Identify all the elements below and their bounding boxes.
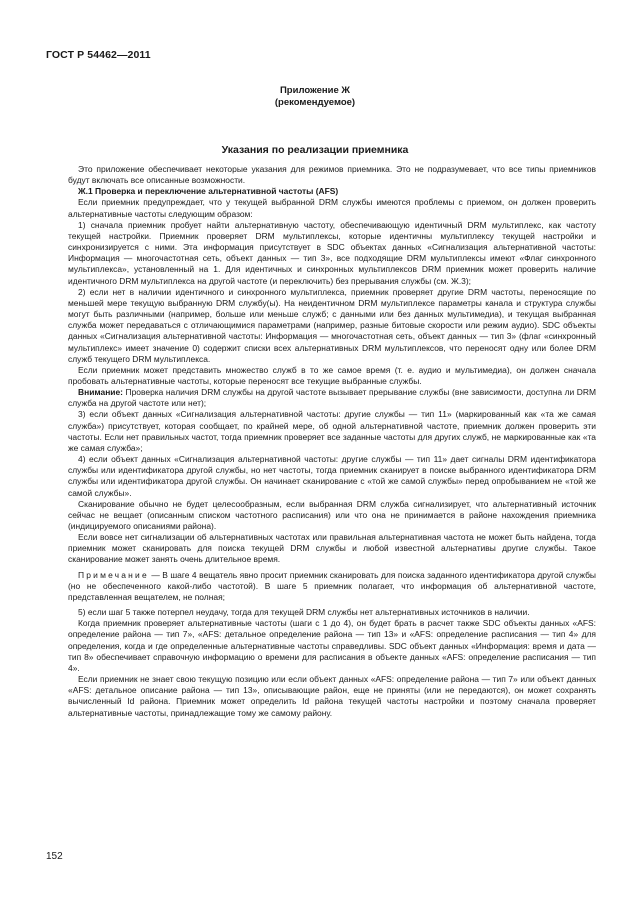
page-number: 152 — [46, 851, 63, 862]
paragraph: Когда приемник проверяет альтернативные частоты (шаги с 1 до 4), он будет брать в расчет также SDC объекты данных «AFS: определение района — тип 7», «AFS: детальное определение района — тип 13» и «AFS: определение расписания — тип 4» для определения, когда и где определенные альтернативные частоты справедливы. SDC объект данных «Информация: время и дата — тип 8» обеспечивает справочную информацию о времени для расписания в объекте данных «AFS: определение расписания — тип 4». — [68, 618, 596, 673]
note-paragraph — [68, 570, 596, 603]
subsection-heading: Ж.1 Проверка и переключение альтернативной частоты (AFS) — [78, 186, 339, 197]
paragraph: Если приемник предупреждает, что у текущей выбранной DRM службы имеются проблемы с приемом, он должен проверить альтернативные частоты следующим образом: — [68, 197, 596, 219]
body-text — [68, 164, 596, 719]
warning-label: Внимание: — [78, 387, 123, 398]
paragraph: 5) если шаг 5 также потерпел неудачу, тогда для текущей DRM службы нет альтернативных источников в наличии. — [78, 607, 530, 618]
paragraph: Если приемник не знает свою текущую позицию или если объект данных «AFS: определение района — тип 7» или объект данных «AFS: детальное описание района — тип 13», описывающие район, еще не приняты (или не передаются), он может сохранять вычисленный Id района. Приемник может определить Id района текущей частоты настройки и поэтому сначала проверяет альтернативные частоты, принадлежащие тому же самому району. — [68, 674, 596, 718]
appendix-status: (рекомендуемое) — [274, 97, 356, 108]
standard-number: ГОСТ Р 54462—2011 — [46, 49, 151, 61]
paragraph: 3) если объект данных «Сигнализация альтернативной частоты: другие службы — тип 11» (маркированный как «та же самая служба») присутствует, которая сообщает, по крайней мере, об одной альтернативной частоте, приемник должен проверить эти частоты. Если нет правильных частот, тогда приемник проверяет все заданные частоты для других служб, не маркированные как «та же самая служба»; — [68, 409, 596, 453]
paragraph: Если приемник может представить множество служб в то же самое время (т. е. аудио и мультимедиа), он должен сначала пробовать альтернативные частоты, которые переносят все текущие выбранные службы. — [68, 364, 596, 386]
warning-text: Проверка наличия DRM службы на другой частоте вызывает прерывание службы (вне зависимости, доступна ли DRM служба на другой частоте или нет); — [68, 387, 596, 409]
note-text: — В шаге 4 вещатель явно просит приемник сканировать для поиска заданного идентификатора другой службы (но не обеспеченного какой-либо частотой). В шаге 5 приемник полагает, что информация об альтернативной частоте, представленная вещателем, не полная; — [68, 569, 596, 602]
paragraph: Сканирование обычно не будет целесообразным, если выбранная DRM служба сигнализирует, что альтернативный источник сейчас не вещает (описанным списком частотного расписания) или что она не принимается в районе нахождения приемника (индицируемого описаниями района). — [68, 498, 596, 531]
note-label: Примечание — [78, 569, 149, 580]
paragraph: 2) если нет в наличии идентичного и синхронного мультиплекса, приемник проверяет другие DRM частоты, переносящие по меньшей мере текущую выбранную DRM службу(ы). На неидентичном DRM мультиплексе параметры канала и структура службы могут быть различными (например, больше или меньше служб; с данными или без данных мультимедиа), и текущая выбранная служба может передаваться с отличающимися параметрами (например, разные битовые скорости или режим аудио). SDC объекты данных «Сигнализация альтернативной частоты: Информация — многочастотная сеть, объект данных — тип 3» (флаг «синхронный мультиплекс» имеет значение 0) содержит списки всех альтернативных DRM мультиплексов, что переносят одну или более DRM служб текущего DRM мультиплекса. — [68, 286, 596, 364]
paragraph-intro: Это приложение обеспечивает некоторые указания для режимов приемника. Это не подразумевает, что все типы приемников будут включать все описанные возможности. — [68, 164, 596, 186]
paragraph-warning — [68, 387, 596, 409]
paragraph: Если вовсе нет сигнализации об альтернативных частотах или правильная альтернативная частота не может быть найдена, тогда приемник может сканировать для поиска текущей DRM службы и любой известной альтернативы другие службы. Такое сканирование может занять очень длительное время. — [68, 532, 596, 565]
appendix-title: Приложение Ж — [279, 85, 351, 96]
section-title: Указания по реализации приемника — [221, 144, 409, 156]
paragraph: 1) сначала приемник пробует найти альтернативную частоту, обеспечивающую идентичный DRM мультиплекс, как частоту текущей настройки. Приемник проверяет DRM мультиплексы, которые идентичны мультиплексу текущей настройки и синхронизируется с ними. Эта информация присутствует в SDC объектах данных «Сигнализация альтернативной частоты: Информация — многочастотная сеть, объект данных — тип 3», все подходящие DRM мультиплексы имеют «Флаг синхронного мультиплекса», установленный на 1. Для идентичных и синхронных мультиплексов DRM приемник может проверить наличие идентичного DRM мультиплекса на другой частоте (и переключить) без прерывания службы (см. Ж.3); — [68, 219, 596, 286]
paragraph: 4) если объект данных «Сигнализация альтернативной частоты: другие службы — тип 11» дает сигналы DRM идентификатора службы или идентификатора другой службы, но нет частоты, тогда приемник сканирует в поиске выбранного идентификатора DRM службы или идентификатора другой службы. Он начинает сканирование с «той же самой службы» перед опробыванием не «той же самой службы». — [68, 454, 596, 498]
